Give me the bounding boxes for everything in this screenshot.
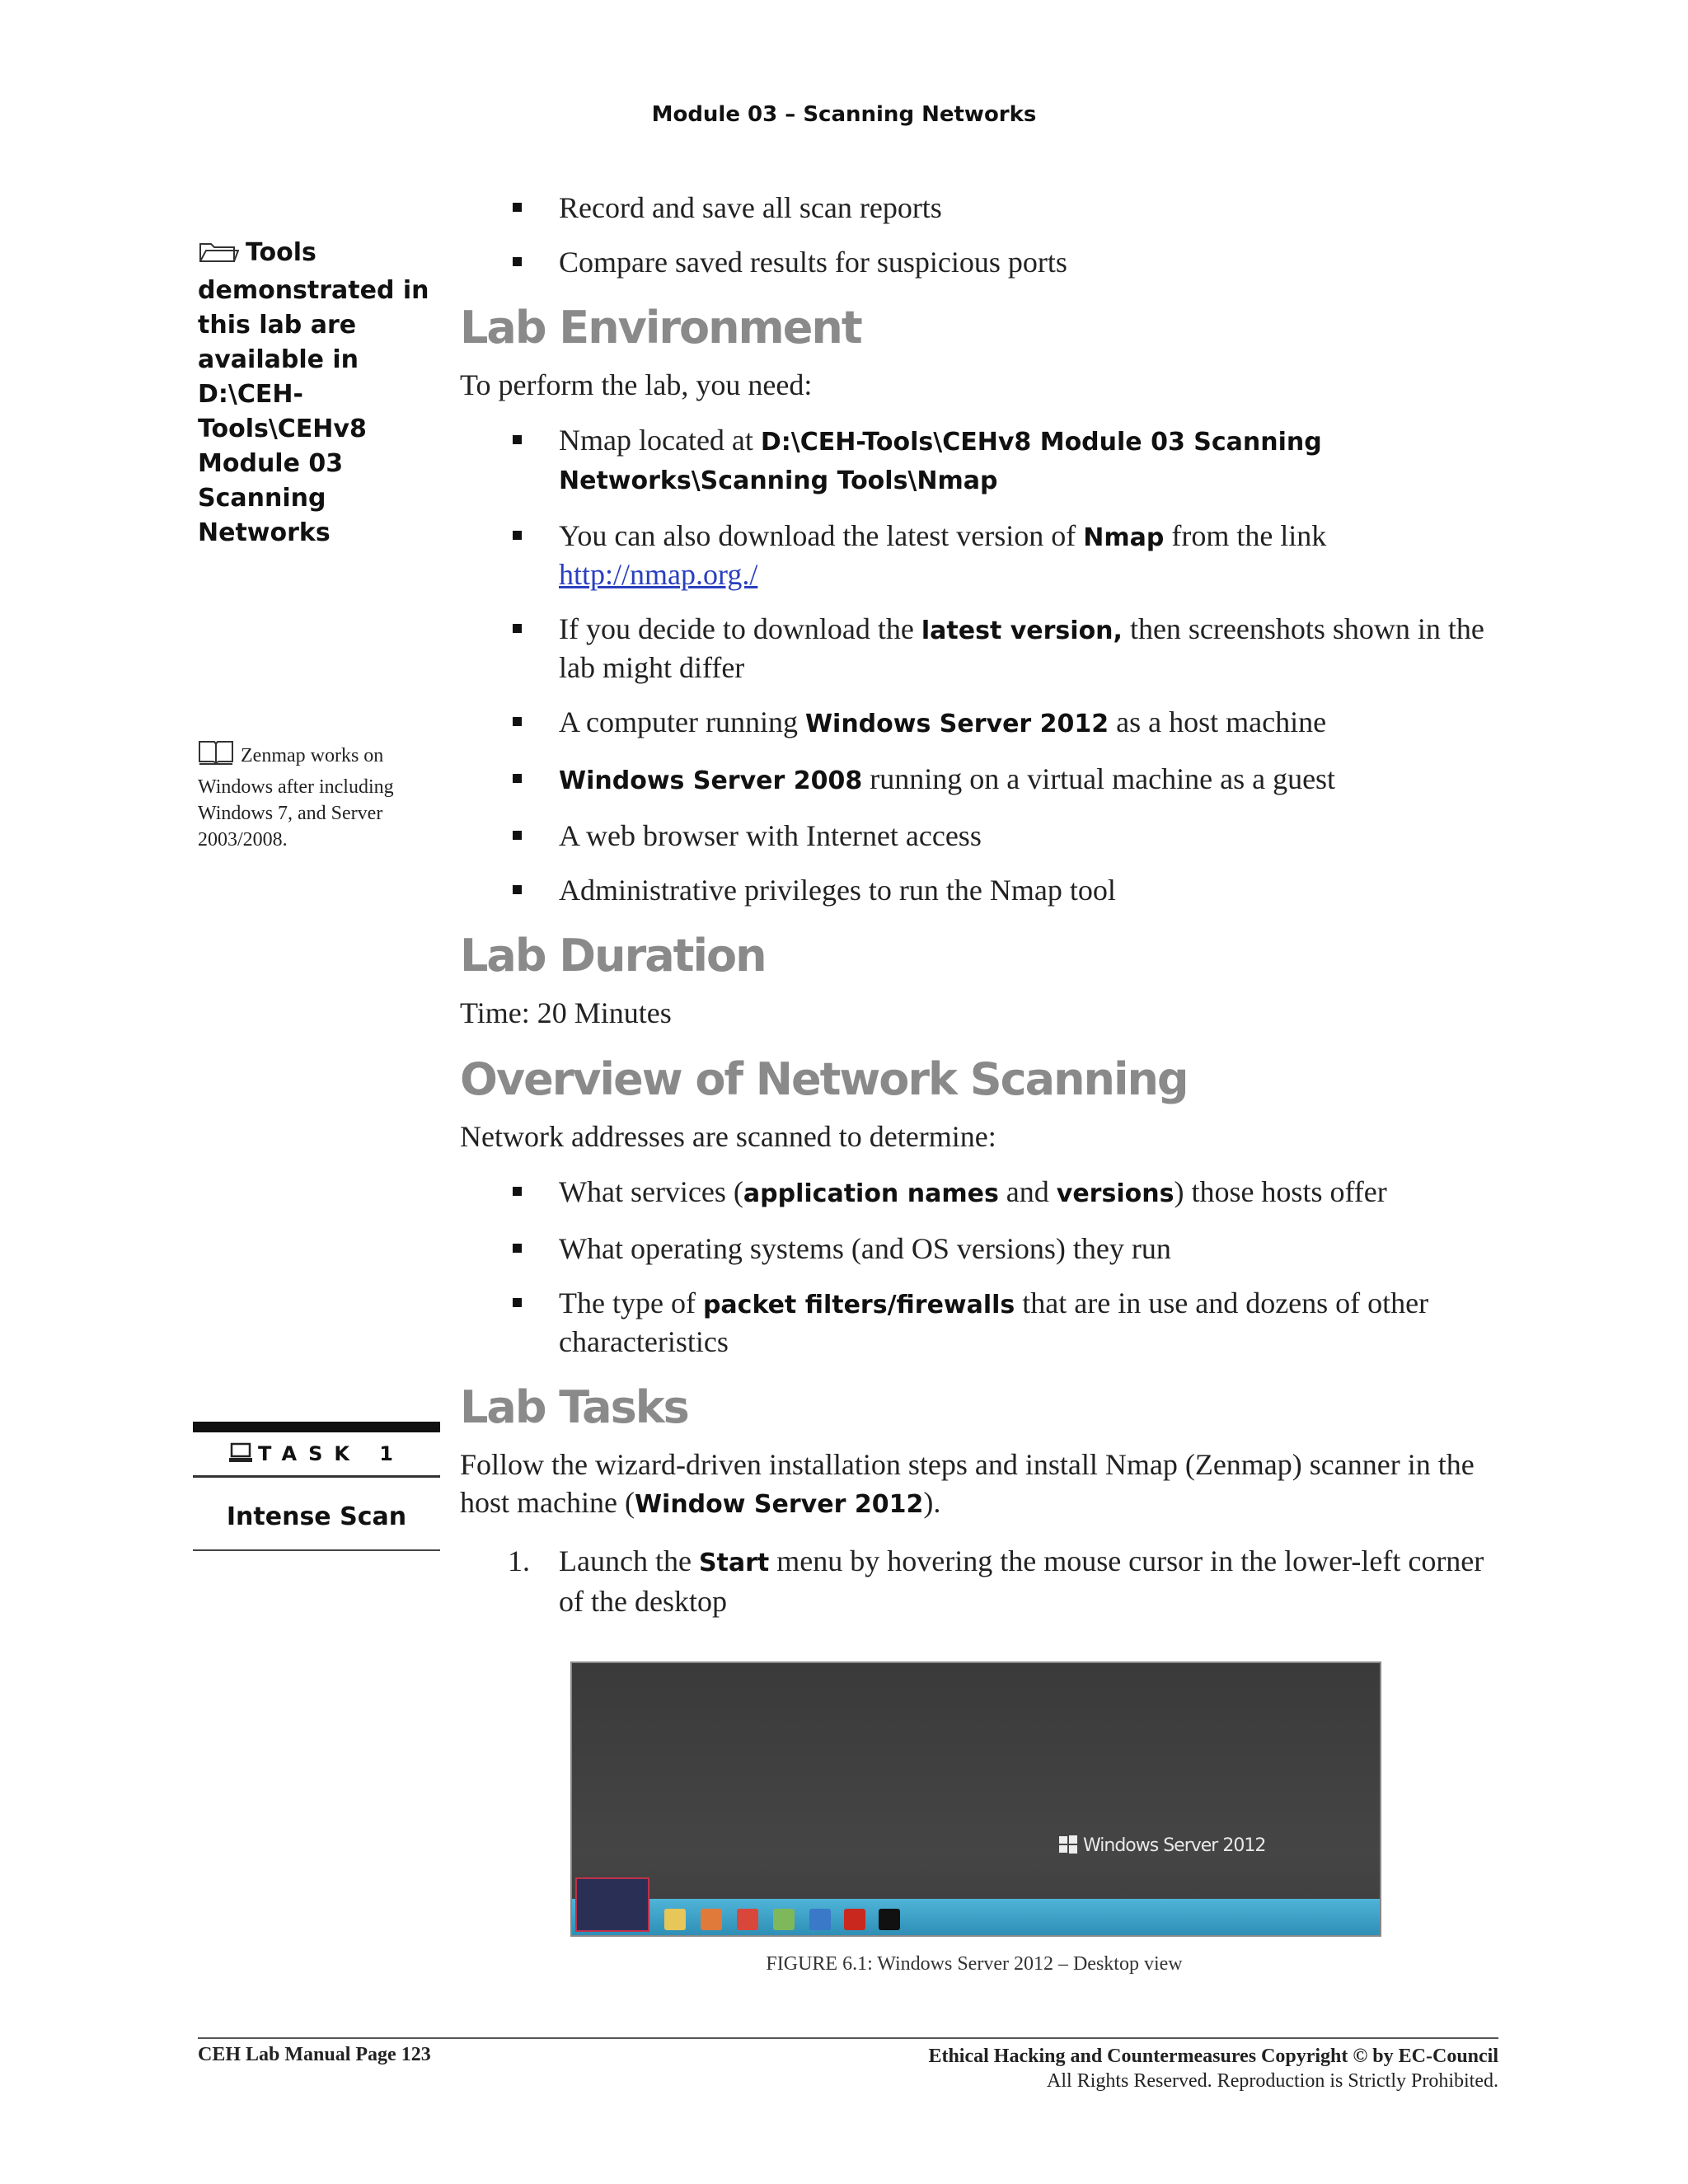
task-rule: [193, 1475, 440, 1478]
taskbar: [572, 1899, 1380, 1935]
list-item: The type of packet filters/firewalls that are in use and dozens of other characteristics: [559, 1285, 1490, 1360]
lab-tasks-intro: Follow the wizard-driven installation steps and install Nmap (Zenmap) scanner in the host machine (Window Server 2012).: [460, 1448, 1475, 1519]
footer-copyright: Ethical Hacking and Countermeasures Copyright © by EC-Council All Rights Reserved. Reproduction is Strictly Prohibited.: [928, 2046, 1498, 2092]
task-name: Intense Scan: [226, 1502, 407, 1531]
folder-icon: [664, 1909, 686, 1930]
list-item: Record and save all scan reports: [559, 190, 1490, 226]
start-screen-preview: [575, 1877, 649, 1932]
overview-bullets: [460, 1174, 1490, 1360]
page-header: Module 03 – Scanning Networks: [651, 102, 1037, 127]
folder-icon: [198, 239, 239, 274]
task-rule-bottom: [193, 1549, 440, 1551]
overview-intro: Network addresses are scanned to determine:: [460, 1120, 996, 1153]
figure-caption: FIGURE 6.1: Windows Server 2012 – Desktop view: [766, 1953, 1183, 1975]
desktop-screenshot: [570, 1661, 1381, 1937]
list-item: Nmap located at D:\CEH-Tools\CEHv8 Module 03 Scanning Networks\Scanning Tools\Nmap: [559, 422, 1490, 499]
list-item: What operating systems (and OS versions) they run: [559, 1230, 1490, 1267]
lab-environment-intro: To perform the lab, you need:: [460, 368, 813, 401]
terminal-icon: [879, 1909, 900, 1930]
list-item: You can also download the latest version of Nmap from the link http://nmap.org./: [559, 518, 1490, 593]
book-icon: [198, 738, 234, 774]
lab-tasks-steps: [460, 1542, 1490, 1620]
app-icon: [737, 1909, 758, 1930]
list-item: Compare saved results for suspicious ports: [559, 244, 1490, 280]
sidebar-zenmap-note: [198, 738, 445, 853]
intro-bullets: [460, 190, 1490, 280]
list-item: If you decide to download the latest version, then screenshots shown in the lab might differ: [559, 611, 1490, 686]
footer-page: CEH Lab Manual Page 123: [198, 2044, 431, 2065]
app-icon: [773, 1909, 795, 1930]
task-bar: [193, 1422, 440, 1432]
lab-duration-heading: Lab Duration: [460, 930, 766, 982]
footer-rule: [198, 2037, 1498, 2039]
lab-duration-time: Time: 20 Minutes: [460, 996, 672, 1029]
app-icon: [844, 1909, 865, 1930]
list-item: What services (application names and versions) those hosts offer: [559, 1174, 1490, 1212]
list-item: A computer running Windows Server 2012 as a host machine: [559, 704, 1490, 743]
computer-icon: [228, 1442, 253, 1469]
zenmap-note-text: Zenmap works on Windows after including Windows 7, and Server 2003/2008.: [198, 745, 394, 851]
nmap-link[interactable]: http://nmap.org./: [559, 558, 758, 591]
list-item: A web browser with Internet access: [559, 818, 1490, 854]
lab-tasks-heading: Lab Tasks: [460, 1381, 688, 1433]
list-item: Administrative privileges to run the Nmap tool: [559, 872, 1490, 908]
windows-logo-icon: [1058, 1835, 1078, 1859]
overview-heading: Overview of Network Scanning: [460, 1053, 1188, 1105]
app-icon: [701, 1909, 722, 1930]
sidebar-tools-note: [198, 236, 445, 551]
task-label: [193, 1432, 440, 1475]
task-label-text: TASK 1: [257, 1442, 406, 1465]
main-content: [460, 190, 1490, 1620]
task-box: [193, 1422, 440, 1551]
windows-brand: Windows Server 2012: [1058, 1835, 1265, 1859]
lab-environment-heading: Lab Environment: [460, 302, 861, 354]
list-item: Windows Server 2008 running on a virtual machine as a guest: [559, 761, 1490, 799]
list-item: 1. Launch the Start menu by hovering the mouse cursor in the lower-left corner of the desktop: [508, 1544, 1484, 1618]
app-icon: [809, 1909, 831, 1930]
tools-note-text: Tools demonstrated in this lab are available in D:\CEH-Tools\CEHv8 Module 03 Scanning Networks: [198, 238, 429, 547]
lab-environment-bullets: [460, 422, 1490, 908]
